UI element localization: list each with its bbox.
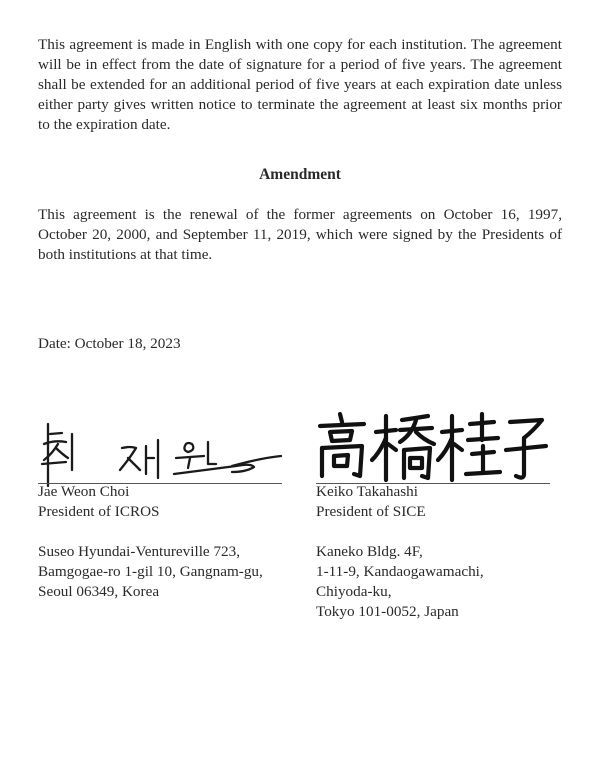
signatory-title: President of ICROS — [38, 503, 160, 520]
signature-icon-icros — [36, 420, 286, 488]
terms-paragraph: This agreement is made in English with one copy for each institution. The agreement will be in effect from the date of signature for a period of five years. The agreement shall be extended for an additional period of five years at each expiration date unless either party gives written notice to terminate the agreement at least six months prior to the expiration date. — [38, 36, 562, 133]
amendment-paragraph: This agreement is the renewal of the former agreements on October 16, 1997, October 20, 2000, and September 11, 2019, which were signed by the Presidents of both institutions at that time. — [38, 206, 562, 263]
address-line: Tokyo 101-0052, Japan — [316, 603, 459, 620]
agreement-date: Date: October 18, 2023 — [38, 335, 181, 352]
address-line: Seoul 06349, Korea — [38, 583, 160, 600]
signatory-name: Jae Weon Choi — [38, 483, 130, 500]
signatory-block-icros — [38, 482, 263, 602]
address-line: Chiyoda-ku, — [316, 583, 392, 600]
signatory-block-sice — [316, 482, 484, 622]
amendment-heading: Amendment — [259, 166, 341, 183]
signature-icon-sice — [312, 408, 548, 486]
signatory-title: President of SICE — [316, 503, 426, 520]
address-line: Bamgogae-ro 1-gil 10, Gangnam-gu, — [38, 563, 263, 580]
address-line: Kaneko Bldg. 4F, — [316, 543, 423, 560]
signatory-name: Keiko Takahashi — [316, 483, 418, 500]
address-line: 1-11-9, Kandaogawamachi, — [316, 563, 484, 580]
address-line: Suseo Hyundai-Ventureville 723, — [38, 543, 241, 560]
